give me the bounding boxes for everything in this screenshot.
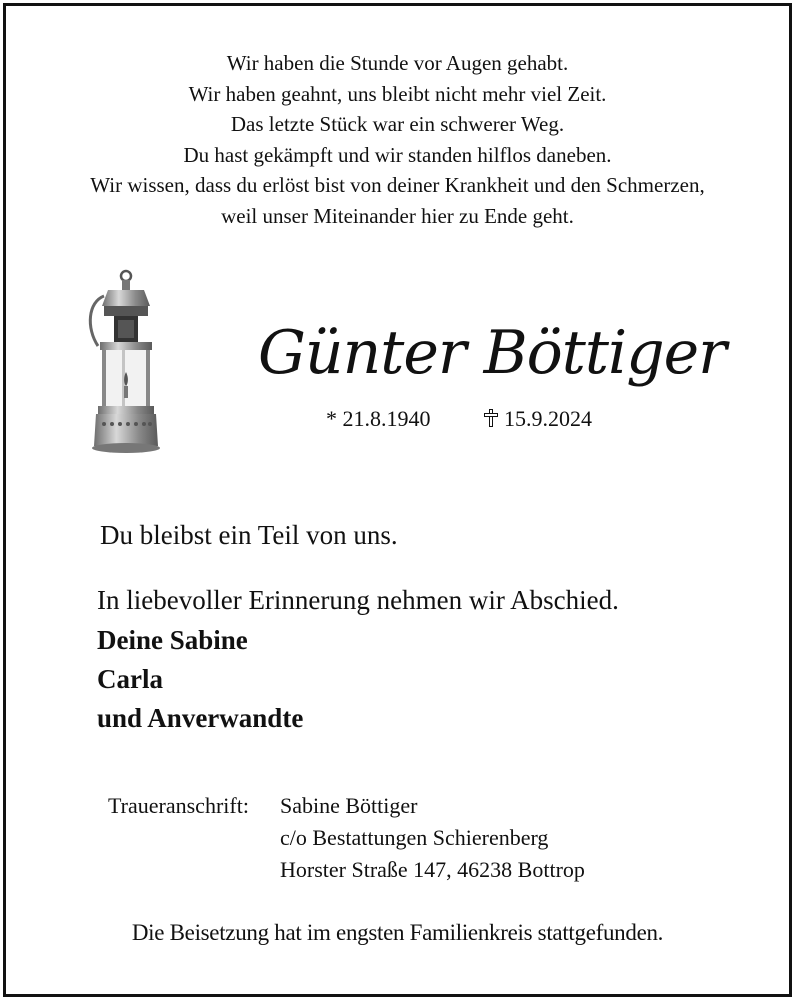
death-date: 15.9.2024 [504, 406, 592, 431]
deceased-name: Günter Böttiger [258, 318, 726, 388]
address-line: c/o Bestattungen Schierenberg [280, 825, 549, 850]
address-line: Horster Straße 147, 46238 Bottrop [280, 857, 585, 882]
signer: und Anverwandte [97, 703, 304, 733]
life-dates [326, 406, 592, 432]
poem-line: Wir haben geahnt, uns bleibt nicht mehr viel Zeit. [188, 81, 607, 106]
poem-line: Wir haben die Stunde vor Augen gehabt. [226, 51, 569, 75]
cross-icon [484, 409, 498, 427]
signer: Carla [97, 664, 163, 694]
address-line: Sabine Böttiger [280, 793, 418, 818]
signer: Deine Sabine [97, 625, 248, 655]
death-date-group [484, 406, 592, 431]
poem-line: Das letzte Stück war ein schwerer Weg. [230, 112, 565, 136]
mourning-address [108, 790, 585, 886]
remain-line: Du bleibst ein Teil von uns. [100, 520, 398, 550]
miners-lamp-icon [78, 268, 170, 464]
poem-line: Du hast gekämpft und wir standen hilflos daneben. [183, 142, 612, 167]
farewell-line: In liebevoller Erinnerung nehmen wir Abschied. [97, 585, 619, 615]
birth-date: * 21.8.1940 [326, 406, 431, 431]
burial-note: Die Beisetzung hat im engsten Familienkreis stattgefunden. [131, 920, 664, 945]
poem-line: Wir wissen, dass du erlöst bist von deiner Krankheit und den Schmerzen, [90, 173, 705, 197]
poem [0, 48, 795, 231]
poem-line: weil unser Miteinander hier zu Ende geht. [221, 203, 574, 228]
address-label: Traueranschrift: [108, 793, 249, 818]
